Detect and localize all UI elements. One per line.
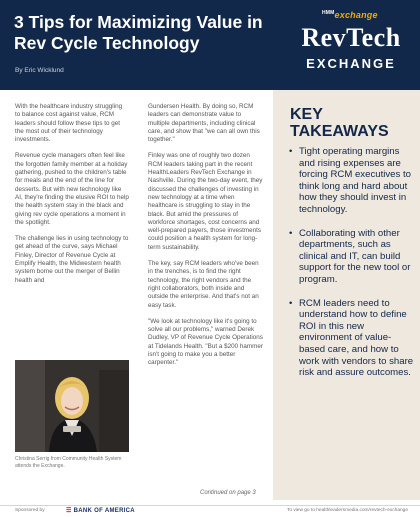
footer-link[interactable]: To view go to healthleadersmedia.com/revtech-exchange	[286, 508, 408, 513]
paragraph: Revenue cycle managers often feel like the forgotten family member at a holiday gathering, pushed to the children's table for meals and the end of the line for desserts. But with new technology like AI, they're finding the elusive ROI to help the health system stay in the black and giving rev cycle operations a moment in the spotlight.	[15, 152, 129, 226]
brand-logo-line2: EXCHANGE	[306, 56, 396, 71]
key-takeaways-list	[289, 146, 414, 391]
paragraph: Finley was one of roughly two dozen RCM leaders taking part in the recent HealthLeaders RevTech Exchange in Nashville. During the two-day event, they discussed the challenges of investing in new technology at a time when healthcare is struggling to stay in the black. But amid the pressures of workforce shortages, cost concerns and well-prepared payers, those investments could position a health system for long-term sustainability.	[148, 152, 263, 251]
paragraph: "We look at technology like it's going to solve all our problems," warned Derek Dudley, VP of Revenue Cycle Operations at Tidelands Health. "But a $200 hammer isn't going to make you a better carpenter."	[148, 317, 263, 367]
takeaway-item: • Tight operating margins and rising expenses are forcing RCM executives to think long and hard about how they should invest in technology.	[289, 146, 414, 216]
paragraph: The challenge lies in using technology to get ahead of the curve, says Michael Finley, Director of Revenue Cycle at Emplify Health, the Midwestern health system borne out the merger of Bellin health and	[15, 235, 129, 284]
key-takeaways-title-line1: KEY	[290, 106, 323, 123]
brand-small-prefix: HMM	[322, 10, 335, 16]
article-column-1	[15, 103, 129, 293]
bank-of-america-flag-icon: ☰	[66, 508, 72, 514]
article-title: 3 Tips for Maximizing Value in Rev Cycle Technology	[14, 12, 263, 53]
paragraph: With the healthcare industry struggling to balance cost against value, RCM leaders should follow these tips to get the most out of their technology investments.	[15, 103, 123, 144]
paragraph: The key, say RCM leaders who've been in the trenches, is to find the right technology, the right vendors and the right collaborators, both inside and outside the enterprise. And that's not an easy task.	[148, 260, 259, 309]
footer	[0, 505, 420, 517]
key-takeaways-title-line2: TAKEAWAYS	[290, 123, 389, 140]
takeaway-item: • Collaborating with other departments, such as clinical and IT, can build support for the new tool or program.	[289, 228, 414, 286]
sponsor-label: Sponsored by	[15, 508, 45, 513]
sponsor-name: BANK OF AMERICA	[73, 508, 135, 514]
continued-note: Continued on page 3	[200, 490, 256, 496]
attendee-photo	[15, 360, 129, 452]
byline: By Eric Wicklund	[15, 67, 64, 74]
photo-caption: Christina Serrig from Community Health System attends the Exchange.	[15, 456, 122, 469]
sponsor-logo	[66, 507, 135, 514]
brand-small-text: exchange	[334, 10, 378, 20]
brand-logo-line1: RevTech	[301, 23, 401, 52]
takeaway-item: • RCM leaders need to understand how to define ROI in this new environment of value-based care, and how to work with vendors to share risk and assure outcomes.	[289, 298, 414, 379]
paragraph: Gundersen Health. By doing so, RCM leaders can demonstrate value to multiple departments, including clinical care, and show that "we can all own this together."	[148, 103, 260, 144]
article-column-2	[148, 103, 263, 376]
brand-small-logo	[322, 10, 378, 20]
attendee-photo-illustration	[15, 360, 129, 452]
header-banner	[0, 0, 420, 90]
key-takeaways-title	[290, 106, 389, 140]
